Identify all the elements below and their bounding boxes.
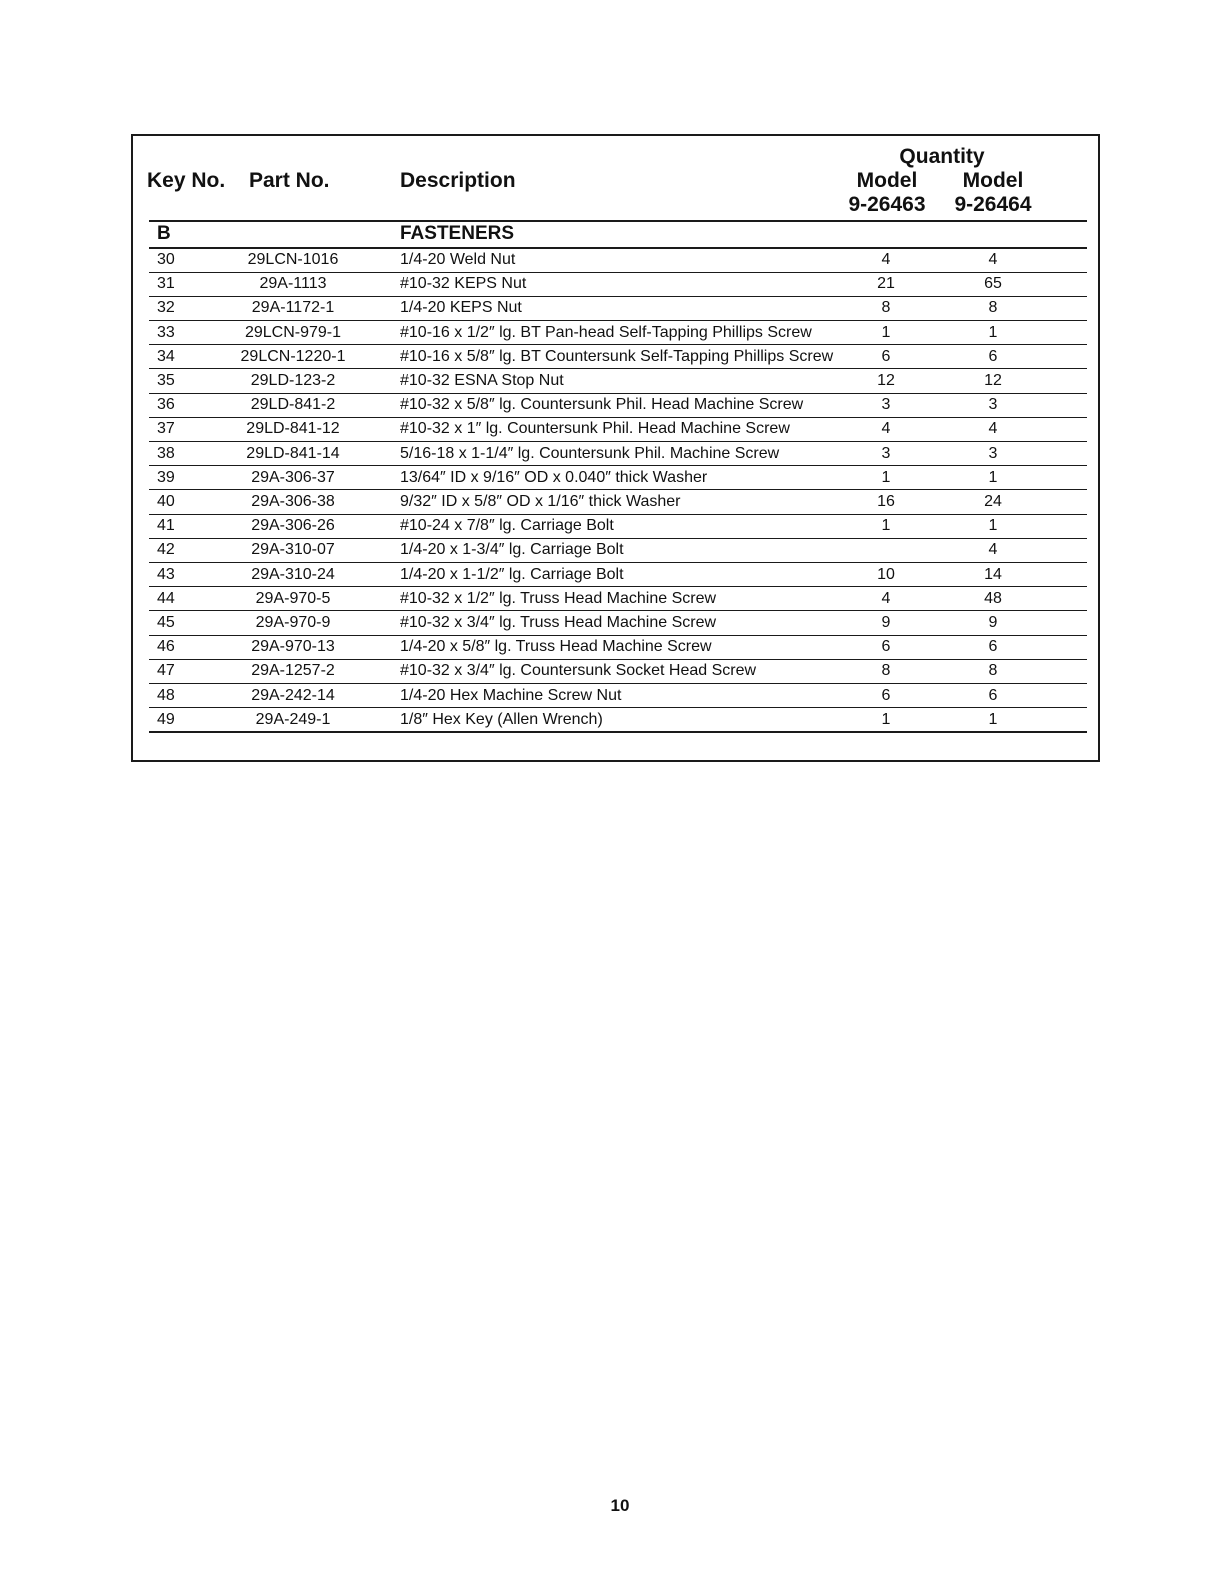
- qty-model-2-cell: 4: [988, 541, 998, 559]
- row-rule: [149, 441, 1087, 442]
- key-no-cell: 34: [157, 347, 175, 365]
- header-model-1-number: 9-26463: [848, 193, 926, 216]
- part-no-cell: 29A-970-9: [255, 614, 331, 631]
- part-no-cell: 29LD-123-2: [250, 372, 336, 389]
- row-rule: [149, 562, 1087, 563]
- qty-model-1-cell: 9: [881, 614, 891, 631]
- part-no-cell: 29A-249-1: [255, 710, 331, 728]
- row-rule: [149, 465, 1087, 466]
- key-no-cell: 37: [157, 420, 175, 438]
- key-no-cell: 42: [157, 541, 175, 559]
- key-no-cell: 44: [157, 589, 175, 607]
- row-rule: [149, 514, 1087, 515]
- description-cell: #10-24 x 7/8″ lg. Carriage Bolt: [400, 517, 614, 535]
- qty-model-1-cell: 16: [877, 493, 895, 510]
- part-no-cell: 29LCN-1016: [247, 251, 339, 268]
- part-no-cell: 29A-306-26: [251, 517, 335, 535]
- part-no-cell: 29A-970-5: [255, 589, 331, 607]
- description-cell: 1/4-20 KEPS Nut: [400, 299, 522, 317]
- row-rule: [149, 586, 1087, 587]
- key-no-cell: 46: [157, 638, 175, 656]
- qty-model-1-cell: 12: [877, 372, 895, 389]
- row-rule: [149, 368, 1087, 369]
- part-no-cell: 29A-1257-2: [251, 662, 335, 680]
- qty-model-2-cell: 24: [984, 493, 1002, 510]
- part-no-cell: 29LD-841-12: [246, 420, 340, 438]
- row-rule: [149, 320, 1087, 321]
- key-no-cell: 31: [157, 275, 175, 293]
- row-rule: [149, 707, 1087, 708]
- qty-model-2-cell: 14: [984, 565, 1002, 583]
- key-no-cell: 38: [157, 444, 175, 462]
- qty-model-2-cell: 4: [988, 420, 998, 438]
- header-description: Description: [400, 169, 516, 192]
- description-cell: #10-16 x 1/2″ lg. BT Pan-head Self-Tapping Phillips Screw: [400, 323, 812, 341]
- part-no-cell: 29LD-841-14: [246, 444, 340, 462]
- qty-model-2-cell: 4: [988, 251, 998, 268]
- qty-model-1-cell: 10: [877, 565, 895, 583]
- qty-model-2-cell: 1: [988, 468, 998, 486]
- qty-model-1-cell: 6: [881, 347, 891, 365]
- description-cell: #10-32 x 1″ lg. Countersunk Phil. Head Machine Screw: [400, 420, 790, 438]
- row-rule: [149, 272, 1087, 273]
- qty-model-1-cell: 8: [881, 662, 891, 680]
- row-rule: [149, 393, 1087, 394]
- qty-model-2-cell: 6: [988, 347, 998, 365]
- part-no-cell: 29LCN-1220-1: [240, 347, 346, 365]
- qty-model-2-cell: 8: [988, 662, 998, 680]
- description-cell: 13/64″ ID x 9/16″ OD x 0.040″ thick Washer: [400, 468, 708, 486]
- row-rule: [149, 538, 1087, 539]
- section-title: FASTENERS: [400, 223, 515, 244]
- part-no-cell: 29A-310-07: [251, 541, 335, 559]
- qty-model-2-cell: 12: [984, 372, 1002, 389]
- key-no-cell: 33: [157, 323, 175, 341]
- row-rule: [149, 683, 1087, 684]
- key-no-cell: 35: [157, 372, 175, 389]
- qty-model-1-cell: 6: [881, 638, 891, 656]
- qty-model-2-cell: 48: [984, 589, 1002, 607]
- qty-model-1-cell: 1: [881, 517, 891, 535]
- qty-model-1-cell: 4: [881, 251, 891, 268]
- qty-model-2-cell: 6: [988, 638, 998, 656]
- qty-model-1-cell: 21: [877, 275, 895, 293]
- key-no-cell: 30: [157, 251, 175, 268]
- header-model-2-label: Model: [962, 169, 1024, 192]
- qty-model-1-cell: 1: [881, 468, 891, 486]
- row-rule: [149, 731, 1087, 733]
- description-cell: 1/4-20 Hex Machine Screw Nut: [400, 686, 622, 704]
- key-no-cell: 43: [157, 565, 175, 583]
- description-cell: #10-32 x 1/2″ lg. Truss Head Machine Screw: [400, 589, 717, 607]
- qty-model-2-cell: 1: [988, 323, 998, 341]
- qty-model-2-cell: 1: [988, 710, 998, 728]
- description-cell: 9/32″ ID x 5/8″ OD x 1/16″ thick Washer: [400, 493, 681, 510]
- row-rule: [149, 344, 1087, 345]
- qty-model-2-cell: 3: [988, 444, 998, 462]
- key-no-cell: 40: [157, 493, 175, 510]
- qty-model-1-cell: 6: [881, 686, 891, 704]
- qty-model-1-cell: 3: [881, 396, 891, 414]
- qty-model-1-cell: 1: [881, 323, 891, 341]
- row-rule: [149, 610, 1087, 611]
- description-cell: 1/8″ Hex Key (Allen Wrench): [400, 710, 603, 728]
- qty-model-1-cell: 1: [881, 710, 891, 728]
- description-cell: 1/4-20 Weld Nut: [400, 251, 516, 268]
- key-no-cell: 49: [157, 710, 175, 728]
- row-rule: [149, 635, 1087, 636]
- key-no-cell: 39: [157, 468, 175, 486]
- description-cell: #10-32 x 5/8″ lg. Countersunk Phil. Head Machine Screw: [400, 396, 804, 414]
- part-no-cell: 29A-306-38: [251, 493, 335, 510]
- description-cell: 1/4-20 x 1-3/4″ lg. Carriage Bolt: [400, 541, 624, 559]
- header-part-no: Part No.: [249, 169, 330, 192]
- qty-model-1-cell: 3: [881, 444, 891, 462]
- qty-model-2-cell: 3: [988, 396, 998, 414]
- part-no-cell: 29A-310-24: [251, 565, 335, 583]
- description-cell: #10-32 KEPS Nut: [400, 275, 527, 293]
- qty-model-2-cell: 65: [984, 275, 1002, 293]
- part-no-cell: 29A-1172-1: [251, 299, 335, 317]
- header-quantity: Quantity: [899, 145, 985, 168]
- part-no-cell: 29LCN-979-1: [244, 323, 342, 341]
- description-cell: #10-32 ESNA Stop Nut: [400, 372, 564, 389]
- description-cell: #10-16 x 5/8″ lg. BT Countersunk Self-Tapping Phillips Screw: [400, 347, 834, 365]
- page-number: 10: [610, 1496, 630, 1515]
- section-key: B: [157, 223, 171, 244]
- part-no-cell: 29A-1113: [259, 275, 327, 293]
- key-no-cell: 48: [157, 686, 175, 704]
- key-no-cell: 32: [157, 299, 175, 317]
- row-rule: [149, 659, 1087, 660]
- key-no-cell: 41: [157, 517, 175, 535]
- key-no-cell: 47: [157, 662, 175, 680]
- description-cell: #10-32 x 3/4″ lg. Countersunk Socket Head Screw: [400, 662, 757, 680]
- part-no-cell: 29A-970-13: [251, 638, 335, 656]
- header-model-2-number: 9-26464: [954, 193, 1032, 216]
- part-no-cell: 29LD-841-2: [250, 396, 336, 414]
- qty-model-2-cell: 9: [988, 614, 998, 631]
- qty-model-1-cell: 4: [881, 589, 891, 607]
- description-cell: 5/16-18 x 1-1/4″ lg. Countersunk Phil. Machine Screw: [400, 444, 780, 462]
- qty-model-2-cell: 6: [988, 686, 998, 704]
- header-key-no: Key No.: [147, 169, 226, 192]
- qty-model-1-cell: 4: [881, 420, 891, 438]
- qty-model-2-cell: 8: [988, 299, 998, 317]
- row-rule: [149, 417, 1087, 418]
- part-no-cell: 29A-306-37: [251, 468, 335, 486]
- description-cell: #10-32 x 3/4″ lg. Truss Head Machine Screw: [400, 614, 717, 631]
- row-rule: [149, 296, 1087, 297]
- description-cell: 1/4-20 x 1-1/2″ lg. Carriage Bolt: [400, 565, 624, 583]
- key-no-cell: 45: [157, 614, 175, 631]
- section-rule: [149, 247, 1087, 249]
- part-no-cell: 29A-242-14: [251, 686, 335, 704]
- header-rule: [149, 220, 1087, 222]
- header-model-1-label: Model: [856, 169, 918, 192]
- description-cell: 1/4-20 x 5/8″ lg. Truss Head Machine Screw: [400, 638, 712, 656]
- qty-model-2-cell: 1: [988, 517, 998, 535]
- row-rule: [149, 489, 1087, 490]
- key-no-cell: 36: [157, 396, 175, 414]
- qty-model-1-cell: 8: [881, 299, 891, 317]
